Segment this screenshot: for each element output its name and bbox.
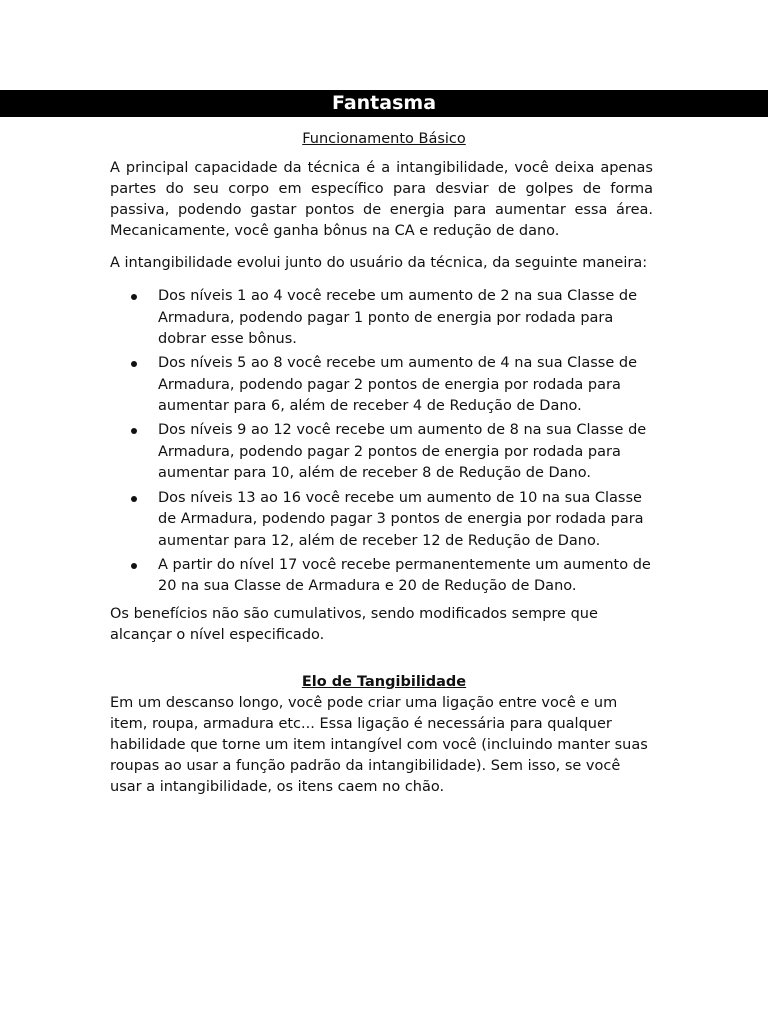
closing-line: alcançar o nível especificado. xyxy=(110,627,325,643)
list-item xyxy=(110,286,670,351)
list-item-line: Dos níveis 1 ao 4 você recebe um aumento de 2 na sua Classe de xyxy=(158,288,637,304)
list-item-line: Dos níveis 5 ao 8 você recebe um aumento de 4 na sua Classe de xyxy=(158,355,637,372)
list-item-line: A partir do nível 17 você recebe permanentemente um aumento de xyxy=(158,556,651,573)
evolution-line: A intangibilidade evolui junto do usuário da técnica, da seguinte maneira: xyxy=(110,255,648,271)
page-title: Fantasma xyxy=(0,90,768,117)
evolution-paragraph xyxy=(110,253,653,274)
bullet-icon xyxy=(131,294,137,300)
list-item-line: 20 na sua Classe de Armadura e 20 de Redução de Dano. xyxy=(158,578,577,595)
section-heading-elo: Elo de Tangibilidade xyxy=(301,674,467,690)
elo-line: item, roupa, armadura etc... Essa ligação é necessária para qualquer xyxy=(110,716,612,732)
intro-line: partes do seu corpo em específico para desviar de golpes de forma xyxy=(110,181,653,197)
elo-line: usar a intangibilidade, os itens caem no chão. xyxy=(110,779,445,795)
list-item xyxy=(110,555,670,598)
section-heading-funcionamento: Funcionamento Básico xyxy=(302,131,466,147)
closing-paragraph xyxy=(110,604,653,646)
closing-line: Os benefícios não são cumulativos, sendo modificados sempre que xyxy=(110,606,598,622)
bullet-icon xyxy=(131,496,137,502)
bullet-icon xyxy=(131,428,137,434)
elo-line: Em um descanso longo, você pode criar uma ligação entre você e um xyxy=(110,695,618,711)
list-item-line: Dos níveis 9 ao 12 você recebe um aumento de 8 na sua Classe de xyxy=(158,422,647,439)
intro-line: A principal capacidade da técnica é a intangibilidade, você deixa apenas xyxy=(110,160,653,176)
intro-paragraph xyxy=(110,158,653,242)
list-item-line: aumentar para 12, além de receber 12 de Redução de Dano. xyxy=(158,532,601,549)
list-item xyxy=(110,353,670,418)
list-item-line: Armadura, podendo pagar 1 ponto de energia por rodada para xyxy=(158,309,614,326)
list-item-line: Armadura, podendo pagar 2 pontos de energia por rodada para xyxy=(158,376,621,393)
list-item-line: aumentar para 6, além de receber 4 de Redução de Dano. xyxy=(158,398,582,415)
list-item xyxy=(110,420,670,485)
intro-line: Mecanicamente, você ganha bônus na CA e redução de dano. xyxy=(110,223,560,239)
list-item xyxy=(110,488,670,553)
intro-line: passiva, podendo gastar pontos de energia para aumentar essa área. xyxy=(110,202,653,218)
list-item-line: Dos níveis 13 ao 16 você recebe um aumento de 10 na sua Classe xyxy=(158,489,642,506)
list-item-line: de Armadura, podendo pagar 3 pontos de energia por rodada para xyxy=(158,511,644,528)
elo-line: roupas ao usar a função padrão da intangibilidade). Sem isso, se você xyxy=(110,758,621,774)
list-item-line: aumentar para 10, além de receber 8 de Redução de Dano. xyxy=(158,465,591,482)
bullet-icon xyxy=(131,563,137,569)
bullet-icon xyxy=(131,361,137,367)
levels-list xyxy=(110,286,670,600)
elo-paragraph xyxy=(110,693,653,798)
elo-line: habilidade que torne um item intangível com você (incluindo manter suas xyxy=(110,737,648,753)
list-item-line: Armadura, podendo pagar 2 pontos de energia por rodada para xyxy=(158,443,621,460)
list-item-line: dobrar esse bônus. xyxy=(158,331,297,347)
